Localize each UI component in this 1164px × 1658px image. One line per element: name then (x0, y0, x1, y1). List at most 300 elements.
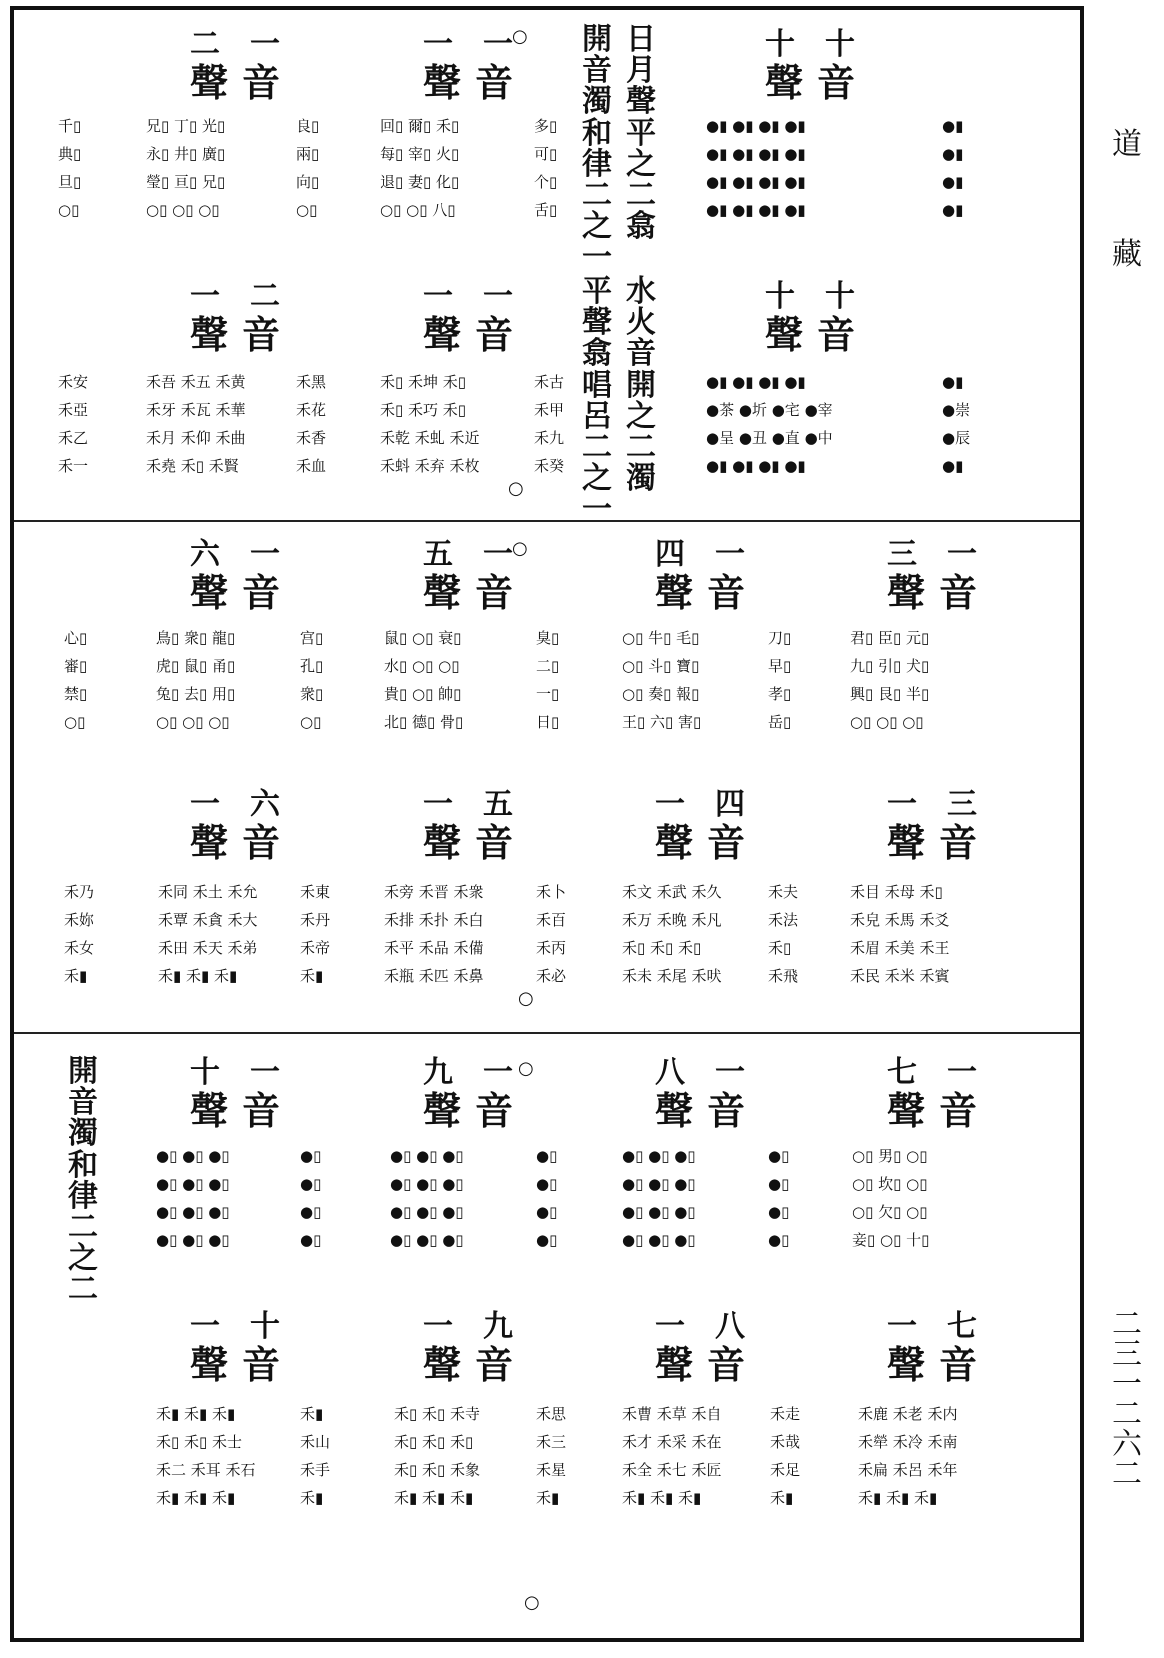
header-character: 音 (707, 1088, 746, 1133)
rhyme-table-cell: 兔▯ 去▯ 用▯ (156, 685, 236, 703)
title-water-fire: 水 火 音 開 之 二 濁 (626, 274, 656, 497)
header-numeral: 六 (190, 537, 220, 572)
rhyme-table-cell: 一▯ (536, 685, 560, 703)
rhyme-table-column (380, 112, 459, 224)
header-numeral: 一 (483, 1055, 513, 1090)
rhyme-table-cell: 个▯ (534, 173, 558, 191)
header-numeral: 三 (947, 787, 977, 822)
header-character: 聲 (422, 60, 461, 105)
rhyme-table-cell: 虎▯ 鼠▯ 甬▯ (156, 657, 236, 675)
section-header (862, 787, 1002, 865)
rhyme-table-cell: 禾排 禾扑 禾白 (384, 911, 484, 929)
rhyme-table-cell: ○▯ 欠▯ ○▯ (852, 1203, 928, 1221)
rhyme-table-cell: 禾犖 禾冷 禾南 (858, 1433, 958, 1451)
rhyme-table-cell: 禾癸 (534, 457, 565, 475)
header-numeral: 七 (947, 1309, 977, 1344)
rhyme-table-cell: 禾手 (300, 1461, 331, 1479)
rhyme-table-cell: 回▯ 爾▯ 禾▯ (380, 117, 460, 135)
header-character: 聲 (886, 1088, 925, 1133)
section-divider (14, 520, 1080, 522)
rhyme-table-cell: ●▯ (768, 1231, 790, 1249)
rhyme-table-cell: 禾万 禾晚 禾凡 (622, 911, 722, 929)
header-numeral: 一 (423, 787, 453, 822)
rhyme-table-cell: 禾一 (58, 457, 89, 475)
header-character: 音 (707, 820, 746, 865)
rhyme-table-cell: ●▮ ●▮ ●▮ ●▮ (706, 373, 806, 391)
rhyme-table-cell: 鼠▯ ○▯ 衰▯ (384, 629, 462, 647)
rhyme-table-cell: 岳▯ (768, 713, 792, 731)
header-numeral: 一 (483, 537, 513, 572)
rhyme-table-cell: 禾女 (64, 939, 95, 957)
rhyme-table-column (622, 878, 722, 990)
rhyme-table-cell: 禾▯ 禾▯ 禾▯ (394, 1433, 474, 1451)
header-character: 聲 (886, 570, 925, 615)
header-character: 聲 (886, 820, 925, 865)
header-numeral: 一 (423, 1309, 453, 1344)
rhyme-table-cell: ●▯ ●▯ ●▯ (622, 1147, 696, 1165)
rhyme-table-cell: 貴▯ ○▯ 帥▯ (384, 685, 462, 703)
rhyme-table-cell: 禾眉 禾美 禾王 (850, 939, 950, 957)
header-character: 音 (242, 60, 281, 105)
rhyme-table-cell: 禾夫 (768, 883, 799, 901)
header-numeral: 一 (190, 279, 220, 314)
rhyme-table-cell: 禾▮ (300, 1405, 324, 1423)
rhyme-table-cell: 良▯ (296, 117, 320, 135)
rhyme-table-cell: 禾覃 禾貪 禾大 (158, 911, 258, 929)
rhyme-table-cell: 禾血 (296, 457, 327, 475)
rhyme-table-cell: 禾三 (536, 1433, 567, 1451)
title-subtitle-1: 開 音 濁 和 律 二 之 一 (582, 22, 612, 276)
header-character: 音 (707, 570, 746, 615)
rhyme-table-column (622, 1142, 696, 1254)
header-numeral: 一 (947, 1055, 977, 1090)
header-numeral: 二 (250, 279, 280, 314)
header-numeral: 十 (765, 27, 795, 62)
header-numeral: 七 (887, 1055, 917, 1090)
rhyme-table-column (536, 878, 566, 990)
rhyme-table-cell: ●▯ ●▯ ●▯ (156, 1147, 230, 1165)
header-numeral: 一 (887, 1309, 917, 1344)
rhyme-table-cell: 禾▯ 禾坤 禾▯ (380, 373, 467, 391)
rhyme-table-cell: 禾蚪 禾弃 禾枚 (380, 457, 480, 475)
header-numeral: 一 (715, 1055, 745, 1090)
rhyme-table-cell: 禾東 (300, 883, 331, 901)
rhyme-table-cell: 退▯ 妻▯ 化▯ (380, 173, 460, 191)
header-numeral: 九 (423, 1055, 453, 1090)
rhyme-table-cell: 妾▯ ○▯ 十▯ (852, 1231, 930, 1249)
rhyme-table-cell: ●▯ (768, 1175, 790, 1193)
section-header (165, 1055, 305, 1133)
ring-mark: ○ (512, 26, 528, 47)
rhyme-table-cell: 瑩▯ 亘▯ 兄▯ (146, 173, 226, 191)
rhyme-table-cell: ●▯ ●▯ ●▯ (390, 1175, 464, 1193)
header-numeral: 一 (483, 279, 513, 314)
rhyme-table-column (768, 878, 798, 990)
section-header (165, 537, 305, 615)
rhyme-table-cell: 宫▯ (300, 629, 324, 647)
rhyme-table-cell: ○▯ (300, 713, 322, 731)
rhyme-table-column (64, 624, 87, 736)
header-character: 音 (242, 312, 281, 357)
header-character: 音 (475, 570, 514, 615)
rhyme-table-cell: ●▯ ●▯ ●▯ (156, 1203, 230, 1221)
section-header (398, 1309, 538, 1387)
header-character: 聲 (764, 60, 803, 105)
header-character: 聲 (886, 1342, 925, 1387)
rhyme-table-cell: 禾▮ 禾▮ 禾▮ (156, 1489, 236, 1507)
rhyme-table-column (64, 878, 94, 990)
rhyme-table-cell: 旦▯ (58, 173, 82, 191)
header-numeral: 五 (483, 787, 513, 822)
header-character: 音 (242, 570, 281, 615)
rhyme-table-cell: 禾思 (536, 1405, 567, 1423)
rhyme-table-cell: 禾▯ 禾▯ 禾象 (394, 1461, 481, 1479)
rhyme-table-cell: 禾二 禾耳 禾石 (156, 1461, 256, 1479)
rhyme-table-cell: ○▯ ○▯ ○▯ (156, 713, 230, 731)
rhyme-table-cell: 臭▯ (536, 629, 560, 647)
section-header (165, 787, 305, 865)
rhyme-table-cell: ●▮ (942, 201, 964, 219)
header-numeral: 一 (190, 787, 220, 822)
header-character: 聲 (189, 820, 228, 865)
section-header (862, 537, 1002, 615)
rhyme-table-column (858, 1400, 958, 1512)
rhyme-table-cell: 禾吾 禾五 禾黄 (146, 373, 246, 391)
rhyme-table-cell: 日▯ (536, 713, 560, 731)
header-character: 聲 (422, 312, 461, 357)
rhyme-table-cell: 典▯ (58, 145, 82, 163)
header-character: 音 (707, 1342, 746, 1387)
rhyme-table-column (706, 112, 806, 224)
rhyme-table-cell: ○▯ (296, 201, 318, 219)
rhyme-table-cell: ○▯ ○▯ 八▯ (380, 201, 456, 219)
rhyme-table-cell: 禾乙 (58, 429, 89, 447)
header-character: 音 (939, 1342, 978, 1387)
rhyme-table-cell: 禾全 禾七 禾匠 (622, 1461, 722, 1479)
rhyme-table-column (158, 878, 258, 990)
rhyme-table-cell: 禾牙 禾瓦 禾華 (146, 401, 246, 419)
rhyme-table-cell: 禾▮ 禾▮ 禾▮ (156, 1405, 236, 1423)
header-numeral: 一 (190, 1309, 220, 1344)
margin-label-top: 道 藏 (1112, 127, 1142, 272)
section-header (630, 1055, 770, 1133)
rhyme-table-cell: 孝▯ (768, 685, 792, 703)
rhyme-table-cell: ●▯ (300, 1203, 322, 1221)
rhyme-table-cell: 二▯ (536, 657, 560, 675)
section-header (398, 787, 538, 865)
rhyme-table-cell: ●▮ ●▮ ●▮ ●▮ (706, 457, 806, 475)
rhyme-table-column (300, 1400, 330, 1512)
header-numeral: 一 (250, 537, 280, 572)
header-numeral: 一 (423, 27, 453, 62)
header-numeral: 八 (715, 1309, 745, 1344)
rhyme-table-cell: 永▯ 井▯ 廣▯ (146, 145, 226, 163)
rhyme-table-cell: 水▯ ○▯ ○▯ (384, 657, 460, 675)
rhyme-table-column (58, 368, 88, 480)
header-character: 音 (939, 1088, 978, 1133)
rhyme-table-cell: 禾▮ (536, 1489, 560, 1507)
title-subtitle-3: 開 音 濁 和 律 二 之 二 (68, 1054, 98, 1308)
rhyme-table-cell: ○▯ 斗▯ 寶▯ (622, 657, 700, 675)
rhyme-table-cell: ●▮ ●▮ ●▮ ●▮ (706, 117, 806, 135)
header-character: 聲 (422, 1342, 461, 1387)
rhyme-table-cell: 王▯ 六▯ 害▯ (622, 713, 702, 731)
ring-mark: ○ (518, 1058, 534, 1079)
header-character: 聲 (422, 1088, 461, 1133)
header-character: 音 (939, 820, 978, 865)
rhyme-table-cell: 兄▯ 丁▯ 光▯ (146, 117, 226, 135)
header-numeral: 十 (825, 279, 855, 314)
rhyme-table-column (534, 368, 564, 480)
section-header (862, 1055, 1002, 1133)
rhyme-table-cell: 多▯ (534, 117, 558, 135)
ring-mark: ○ (508, 478, 524, 499)
header-numeral: 十 (765, 279, 795, 314)
header-numeral: 四 (715, 787, 745, 822)
rhyme-table-cell: 禾黑 (296, 373, 327, 391)
rhyme-table-column (156, 624, 235, 736)
rhyme-table-cell: ●▮ (942, 457, 964, 475)
rhyme-table-cell: ●辰 (942, 429, 971, 447)
rhyme-table-column (58, 112, 81, 224)
rhyme-table-cell: 禾皃 禾馬 禾爻 (850, 911, 950, 929)
rhyme-table-cell: 禾▮ 禾▮ 禾▮ (158, 967, 238, 985)
rhyme-table-cell: 禾▮ (770, 1489, 794, 1507)
header-character: 音 (242, 820, 281, 865)
header-character: 音 (475, 312, 514, 357)
rhyme-table-cell: ●▯ (300, 1175, 322, 1193)
rhyme-table-column (622, 624, 701, 736)
rhyme-table-cell: 禾同 禾土 禾允 (158, 883, 258, 901)
rhyme-table-cell: 禾▯ 禾巧 禾▯ (380, 401, 467, 419)
rhyme-table-column (394, 1400, 480, 1512)
rhyme-table-cell: ●▯ (300, 1231, 322, 1249)
header-character: 音 (242, 1342, 281, 1387)
rhyme-table-cell: ●崇 (942, 401, 971, 419)
rhyme-table-cell: ●▮ ●▮ ●▮ ●▮ (706, 201, 806, 219)
rhyme-table-column (768, 1142, 789, 1254)
rhyme-table-cell: ●呈 ●丑 ●直 ●中 (706, 429, 833, 447)
rhyme-table-cell: 禾▮ (300, 1489, 324, 1507)
section-header (740, 27, 880, 105)
header-character: 音 (475, 1088, 514, 1133)
rhyme-table-column (390, 1142, 464, 1254)
header-character: 聲 (422, 570, 461, 615)
rhyme-table-cell: ○▯ 牛▯ 毛▯ (622, 629, 700, 647)
rhyme-table-cell: 禾平 禾品 禾備 (384, 939, 484, 957)
section-header (630, 1309, 770, 1387)
rhyme-table-cell: 禾卜 (536, 883, 567, 901)
rhyme-table-column (384, 624, 463, 736)
rhyme-table-cell: 禾▮ 禾▮ 禾▮ (394, 1489, 474, 1507)
rhyme-table-cell: 審▯ (64, 657, 88, 675)
rhyme-table-cell: 禾旁 禾晋 禾衆 (384, 883, 484, 901)
rhyme-table-column (380, 368, 480, 480)
rhyme-table-column (536, 1142, 557, 1254)
rhyme-table-cell: ●▯ (768, 1203, 790, 1221)
rhyme-table-cell: 孔▯ (300, 657, 324, 675)
header-numeral: 十 (825, 27, 855, 62)
rhyme-table-cell: ●▯ ●▯ ●▯ (156, 1231, 230, 1249)
rhyme-table-cell: 禾瓶 禾匹 禾鼻 (384, 967, 484, 985)
rhyme-table-cell: 禾▯ 禾▯ 禾士 (156, 1433, 243, 1451)
rhyme-table-cell: 禾民 禾米 禾賓 (850, 967, 950, 985)
rhyme-table-column (300, 1142, 321, 1254)
rhyme-table-cell: 每▯ 宰▯ 火▯ (380, 145, 460, 163)
rhyme-table-cell: 刀▯ (768, 629, 792, 647)
rhyme-table-column (942, 112, 963, 224)
rhyme-table-cell: 禾堯 禾▯ 禾賢 (146, 457, 239, 475)
rhyme-table-column (942, 368, 970, 480)
rhyme-table-cell: ●▯ ●▯ ●▯ (622, 1203, 696, 1221)
rhyme-table-cell: 禾百 (536, 911, 567, 929)
rhyme-table-cell: 可▯ (534, 145, 558, 163)
rhyme-table-cell: 禾田 禾天 禾弟 (158, 939, 258, 957)
rhyme-table-cell: ●▯ (536, 1175, 558, 1193)
rhyme-table-column (300, 624, 323, 736)
header-character: 聲 (654, 570, 693, 615)
header-numeral: 一 (250, 1055, 280, 1090)
rhyme-table-cell: 禾▮ (300, 967, 324, 985)
rhyme-table-cell: ●▯ ●▯ ●▯ (622, 1175, 696, 1193)
rhyme-table-column (300, 878, 330, 990)
header-numeral: 一 (947, 537, 977, 572)
rhyme-table-column (706, 368, 833, 480)
header-numeral: 一 (423, 279, 453, 314)
rhyme-table-cell: 禾▮ 禾▮ 禾▮ (858, 1489, 938, 1507)
rhyme-table-cell: 早▯ (768, 657, 792, 675)
header-character: 音 (475, 1342, 514, 1387)
rhyme-table-column (534, 112, 557, 224)
rhyme-table-cell: 禾花 (296, 401, 327, 419)
rhyme-table-cell: 禾丹 (300, 911, 331, 929)
header-character: 聲 (764, 312, 803, 357)
rhyme-table-cell: 禾▯ (768, 939, 792, 957)
rhyme-table-cell: 禾走 (770, 1405, 801, 1423)
rhyme-table-column (296, 368, 326, 480)
rhyme-table-cell: ●▯ ●▯ ●▯ (156, 1175, 230, 1193)
header-numeral: 一 (655, 787, 685, 822)
header-character: 音 (242, 1088, 281, 1133)
header-character: 聲 (189, 1088, 228, 1133)
rhyme-table-column (296, 112, 319, 224)
rhyme-table-cell: ●▯ (300, 1147, 322, 1165)
header-character: 聲 (654, 820, 693, 865)
rhyme-table-cell: 禾安 (58, 373, 89, 391)
rhyme-table-cell: 禾足 (770, 1461, 801, 1479)
rhyme-table-column (156, 1142, 230, 1254)
rhyme-table-cell: ●▯ ●▯ ●▯ (390, 1147, 464, 1165)
rhyme-table-cell: 衆▯ (300, 685, 324, 703)
rhyme-table-cell: 禾▯ 禾▯ 禾▯ (622, 939, 702, 957)
rhyme-table-cell: 九▯ 引▯ 犬▯ (850, 657, 930, 675)
rhyme-table-column (146, 368, 246, 480)
rhyme-table-column (622, 1400, 722, 1512)
header-character: 聲 (189, 1342, 228, 1387)
header-numeral: 一 (715, 537, 745, 572)
header-numeral: 四 (655, 537, 685, 572)
rhyme-table-cell: ●▯ ●▯ ●▯ (622, 1231, 696, 1249)
rhyme-table-cell: 禾未 禾尾 禾吠 (622, 967, 722, 985)
margin-page-number: 二 三 一 二 六 二 (1112, 1307, 1142, 1492)
rhyme-table-cell: 禾▮ 禾▮ 禾▮ (622, 1489, 702, 1507)
rhyme-table-cell: ●▮ ●▮ ●▮ ●▮ (706, 173, 806, 191)
rhyme-table-column (384, 878, 484, 990)
rhyme-table-cell: 禾▯ 禾▯ 禾寺 (394, 1405, 481, 1423)
header-numeral: 一 (887, 787, 917, 822)
rhyme-table-cell: 禾才 禾采 禾在 (622, 1433, 722, 1451)
rhyme-table-cell: 向▯ (296, 173, 320, 191)
rhyme-table-cell: ○▯ 坎▯ ○▯ (852, 1175, 928, 1193)
rhyme-table-column (852, 1142, 929, 1254)
rhyme-table-cell: 禾星 (536, 1461, 567, 1479)
rhyme-table-cell: ●▯ (536, 1203, 558, 1221)
rhyme-table-column (850, 624, 929, 736)
section-header (398, 1055, 538, 1133)
rhyme-table-cell: 禾香 (296, 429, 327, 447)
rhyme-table-cell: ●▯ (536, 1147, 558, 1165)
rhyme-table-cell: ●▮ ●▮ ●▮ ●▮ (706, 145, 806, 163)
rhyme-table-cell: 禾月 禾仰 禾曲 (146, 429, 246, 447)
header-character: 聲 (422, 820, 461, 865)
rhyme-table-cell: 禾法 (768, 911, 799, 929)
title-sun-moon: 日 月 聲 平 之 二 翕 (626, 22, 656, 245)
header-numeral: 十 (250, 1309, 280, 1344)
rhyme-table-cell: ●▯ (768, 1147, 790, 1165)
rhyme-table-cell: 禾必 (536, 967, 567, 985)
rhyme-table-cell: 舌▯ (534, 201, 558, 219)
rhyme-table-cell: 禾亞 (58, 401, 89, 419)
ring-mark: ○ (512, 538, 528, 559)
rhyme-table-column (536, 1400, 566, 1512)
section-header (398, 537, 538, 615)
header-character: 音 (475, 60, 514, 105)
header-character: 音 (817, 312, 856, 357)
header-numeral: 十 (190, 1055, 220, 1090)
rhyme-table-column (146, 112, 225, 224)
rhyme-table-cell: ●▯ (536, 1231, 558, 1249)
section-header (398, 27, 538, 105)
section-header (165, 1309, 305, 1387)
rhyme-table-cell: 禾妳 (64, 911, 95, 929)
rhyme-table-cell: 禾曹 禾草 禾自 (622, 1405, 722, 1423)
rhyme-table-cell: 北▯ 德▯ 骨▯ (384, 713, 464, 731)
section-header (630, 537, 770, 615)
rhyme-table-cell: 禾丙 (536, 939, 567, 957)
rhyme-table-cell: 禾山 (300, 1433, 331, 1451)
rhyme-table-cell: ○▯ 男▯ ○▯ (852, 1147, 928, 1165)
rhyme-table-cell: 禁▯ (64, 685, 88, 703)
header-numeral: 九 (483, 1309, 513, 1344)
rhyme-table-cell: 鳥▯ 衆▯ 龍▯ (156, 629, 236, 647)
section-divider (14, 1032, 1080, 1034)
rhyme-table-cell: ○▯ ○▯ ○▯ (146, 201, 220, 219)
section-header (398, 279, 538, 357)
rhyme-table-cell: 禾哉 (770, 1433, 801, 1451)
rhyme-table-cell: 禾▮ (64, 967, 88, 985)
rhyme-table-cell: 禾帝 (300, 939, 331, 957)
header-numeral: 一 (483, 27, 513, 62)
rhyme-table-cell: 禾飛 (768, 967, 799, 985)
rhyme-table-column (770, 1400, 800, 1512)
header-numeral: 八 (655, 1055, 685, 1090)
header-numeral: 六 (250, 787, 280, 822)
section-header (862, 1309, 1002, 1387)
section-header (165, 27, 305, 105)
rhyme-table-cell: ○▯ ○▯ ○▯ (850, 713, 924, 731)
title-subtitle-2: 平 聲 翕 唱 呂 二 之 一 (582, 274, 612, 528)
rhyme-table-cell: 禾乾 禾虬 禾近 (380, 429, 480, 447)
